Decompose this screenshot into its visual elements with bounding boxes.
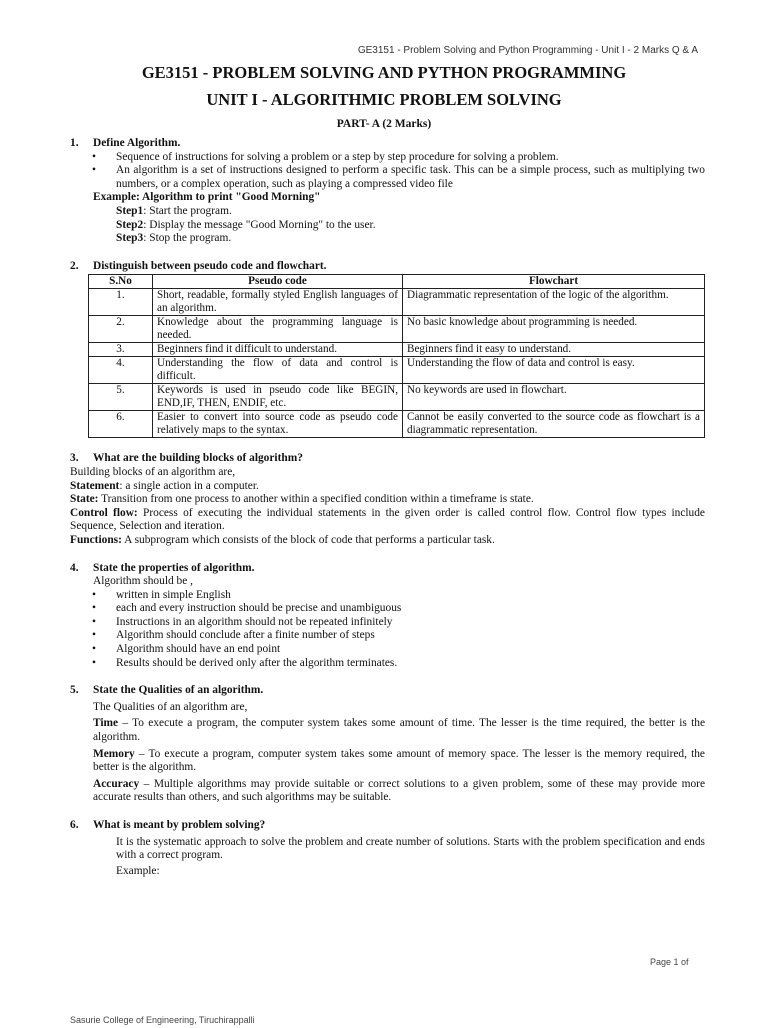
q5-intro: The Qualities of an algorithm are, — [93, 700, 248, 713]
q6-answer: It is the systematic approach to solve the problem and create number of solutions. Starts with the problem specification and ends with a correct program. — [116, 835, 705, 862]
column-header: Flowchart — [403, 275, 705, 289]
list-item: • Algorithm should conclude after a finite number of steps — [70, 629, 705, 643]
definition-line: Control flow: Process of executing the individual statements in the given order is called control flow. Control flow types include Sequence, Selection and iteration. — [70, 506, 705, 533]
quality-line: Accuracy – Multiple algorithms may provide suitable or correct solutions to a given problem, some of these may provide more accurate results than others, and such algorithms may be suitable. — [93, 777, 705, 804]
table-header-row — [89, 275, 705, 289]
list-item: • Results should be derived only after the algorithm terminates. — [70, 657, 705, 671]
table-row: 4. Understanding the flow of data and control is difficult. Understanding the flow of data and control is easy. — [89, 357, 705, 384]
question-5: 5. State the Qualities of an algorithm. — [70, 684, 264, 697]
page-number: Page 1 of — [650, 957, 689, 967]
column-header: Pseudo code — [153, 275, 403, 289]
step-line: Step3: Stop the program. — [116, 232, 232, 245]
q4-bullets — [70, 589, 705, 671]
q1-example: Example: Algorithm to print "Good Morning" — [93, 191, 321, 204]
part-title: PART- A (2 Marks) — [336, 118, 432, 130]
question-3: 3. What are the building blocks of algorithm? — [70, 452, 303, 465]
definition-line: Statement: a single action in a computer. — [70, 479, 259, 492]
step-line: Step2: Display the message "Good Morning" to the user. — [116, 218, 376, 231]
q1-bullets — [70, 151, 705, 192]
list-item: • written in simple English — [70, 589, 705, 603]
list-item: • Sequence of instructions for solving a problem or a step by step procedure for solving a problem. — [70, 151, 705, 165]
list-item: • Instructions in an algorithm should not be repeated infinitely — [70, 616, 705, 630]
table-row: 2. Knowledge about the programming language is needed. No basic knowledge about programming is needed. — [89, 316, 705, 343]
question-4: 4. State the properties of algorithm. — [70, 561, 255, 574]
table-row: 5. Keywords is used in pseudo code like BEGIN, END,IF, THEN, ENDIF, etc. No keywords are used in flowchart. — [89, 384, 705, 411]
quality-line: Memory – To execute a program, computer system takes some amount of memory space. The lesser is the memory required, the better is the algorithm. — [93, 747, 705, 774]
list-item: • An algorithm is a set of instructions designed to perform a specific task. This can be a simple process, such as multiplying two numbers, or a complex operation, such as playing a compressed video file — [70, 164, 705, 191]
q4-intro: Algorithm should be , — [93, 575, 193, 588]
running-header: GE3151 - Problem Solving and Python Programming - Unit I - 2 Marks Q & A — [357, 45, 698, 56]
question-2: 2. Distinguish between pseudo code and flowchart. — [70, 259, 327, 272]
comparison-table — [88, 274, 705, 438]
q6-example: Example: — [116, 864, 160, 877]
quality-line: Time – To execute a program, the computer system takes some amount of time. The lesser is the time required, the better is the algorithm. — [93, 717, 705, 744]
step-line: Step1: Start the program. — [116, 204, 232, 217]
table-row: 3. Beginners find it difficult to understand. Beginners find it easy to understand. — [89, 343, 705, 357]
content — [70, 137, 705, 878]
question-6: 6. What is meant by problem solving? — [70, 819, 266, 831]
footer-college: Sasurie College of Engineering, Tiruchirappalli — [70, 1015, 255, 1025]
list-item: • each and every instruction should be precise and unambiguous — [70, 602, 705, 616]
course-title: GE3151 - PROBLEM SOLVING AND PYTHON PROGRAMMING — [141, 63, 627, 82]
table-row: 1. Short, readable, formally styled English languages of an algorithm. Diagrammatic representation of the logic of the algorithm. — [89, 289, 705, 316]
table-row: 6. Easier to convert into source code as pseudo code relatively maps to the syntax. Cannot be easily converted to the source code as flowchart is a diagrammatic representation. — [89, 411, 705, 438]
list-item: • Algorithm should have an end point — [70, 643, 705, 657]
q3-intro: Building blocks of an algorithm are, — [70, 465, 236, 478]
column-header: S.No — [89, 275, 153, 289]
question-1: 1. Define Algorithm. — [70, 137, 181, 149]
definition-line: State: Transition from one process to another within a specified condition within a timeframe is state. — [70, 493, 534, 506]
unit-title: UNIT I - ALGORITHMIC PROBLEM SOLVING — [206, 90, 562, 109]
definition-line: Functions: A subprogram which consists of the block of code that performs a particular task. — [70, 533, 495, 546]
